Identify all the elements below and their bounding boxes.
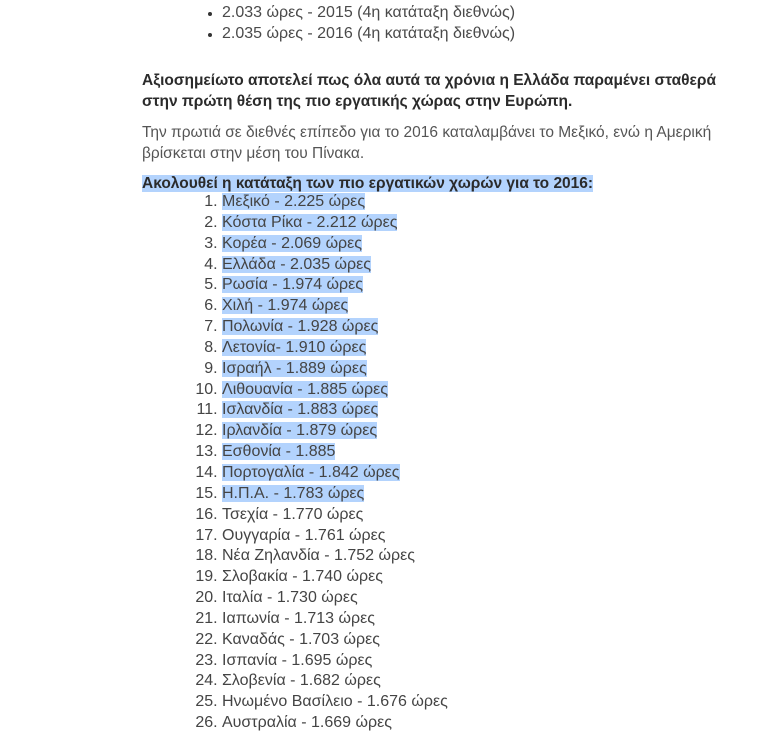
ranking-item-text: Σλοβενία - 1.682 ώρες (222, 672, 381, 690)
ranking-item (222, 671, 448, 692)
ranking-item-text: Η.Π.Α. - 1.783 ώρες (222, 484, 365, 502)
ranking-item (222, 505, 448, 526)
ranking-item (222, 567, 448, 588)
ranking-item-text: Ισλανδία - 1.883 ώρες (222, 401, 379, 419)
ranking-item (222, 213, 448, 234)
ranking-item (222, 192, 448, 213)
ranking-item (222, 421, 448, 442)
ranking-item (222, 484, 448, 505)
ranking-item-text: Λιθουανία - 1.885 ώρες (222, 380, 388, 398)
ranking-item (222, 359, 448, 380)
list-item-text: 2.035 ώρες - 2016 (4η κατάταξη διεθνώς) (222, 25, 516, 42)
ranking-item (222, 546, 448, 567)
ranking-item-text: Κορέα - 2.069 ώρες (222, 234, 362, 252)
ranking-item (222, 692, 448, 713)
ranking-item-text: Ρωσία - 1.974 ώρες (222, 276, 363, 294)
ranking-item-text: Νέα Ζηλανδία - 1.752 ώρες (222, 547, 415, 565)
ranking-item (222, 609, 448, 630)
ranking-item (222, 400, 448, 421)
ranking-item-text: Τσεχία - 1.770 ώρες (222, 505, 364, 523)
ranking-item-text: Πορτογαλία - 1.842 ώρες (222, 463, 400, 481)
ranking-item (222, 275, 448, 296)
ranking-list (222, 192, 448, 734)
list-item (222, 2, 515, 23)
ranking-item-text: Ιαπωνία - 1.713 ώρες (222, 609, 375, 627)
ranking-item-text: Εσθονία - 1.885 (222, 443, 336, 461)
ranking-item-text: Ιρλανδία - 1.879 ώρες (222, 422, 378, 440)
ranking-item (222, 463, 448, 484)
ranking-item-text: Ελλάδα - 2.035 ώρες (222, 255, 371, 273)
ranking-heading-text: Ακολουθεί η κατάταξη των πιο εργατικών χωρών για το 2016: (142, 174, 594, 192)
ranking-item (222, 442, 448, 463)
ranking-item (222, 255, 448, 276)
ranking-item-text: Χιλή - 1.974 ώρες (222, 297, 349, 315)
ranking-item-text: Λετονία- 1.910 ώρες (222, 338, 367, 356)
ranking-item-text: Ουγγαρία - 1.761 ώρες (222, 526, 386, 544)
list-item-text: 2.033 ώρες - 2015 (4η κατάταξη διεθνώς) (222, 4, 516, 21)
ranking-item-text: Ηνωμένο Βασίλειο - 1.676 ώρες (222, 693, 448, 711)
ranking-item (222, 234, 448, 255)
ranking-item (222, 651, 448, 672)
ranking-item (222, 630, 448, 651)
ranking-item (222, 317, 448, 338)
ranking-item-text: Αυστραλία - 1.669 ώρες (222, 714, 392, 732)
ranking-item-text: Ισπανία - 1.695 ώρες (222, 651, 373, 669)
ranking-item (222, 380, 448, 401)
ranking-item-text: Σλοβακία - 1.740 ώρες (222, 568, 383, 586)
ranking-item (222, 713, 448, 734)
ranking-item (222, 526, 448, 547)
ranking-item-text: Πολωνία - 1.928 ώρες (222, 318, 379, 336)
ranking-item-text: Ιταλία - 1.730 ώρες (222, 589, 358, 607)
ranking-item (222, 338, 448, 359)
ranking-item (222, 296, 448, 317)
ranking-item-text: Καναδάς - 1.703 ώρες (222, 630, 380, 648)
ranking-heading (142, 173, 593, 194)
greece-hours-list (222, 2, 515, 44)
ranking-item-text: Κόστα Ρίκα - 2.212 ώρες (222, 213, 398, 231)
ranking-item-text: Μεξικό - 2.225 ώρες (222, 193, 366, 210)
mexico-usa-paragraph: Την πρωτιά σε διεθνές επίπεδο για το 2016 καταλαμβάνει το Μεξικό, ενώ η Αμερική βρίσκεται στην μέση του Πίνακα. (142, 123, 712, 162)
greece-europe-paragraph: Αξιοσημείωτο αποτελεί πως όλα αυτά τα χρόνια η Ελλάδα παραμένει σταθερά στην πρώτη θέση της πιο εργατικής χώρας στην Ευρώπη. (142, 71, 716, 110)
list-item (222, 23, 515, 44)
ranking-item-text: Ισραήλ - 1.889 ώρες (222, 359, 367, 377)
ranking-item (222, 588, 448, 609)
